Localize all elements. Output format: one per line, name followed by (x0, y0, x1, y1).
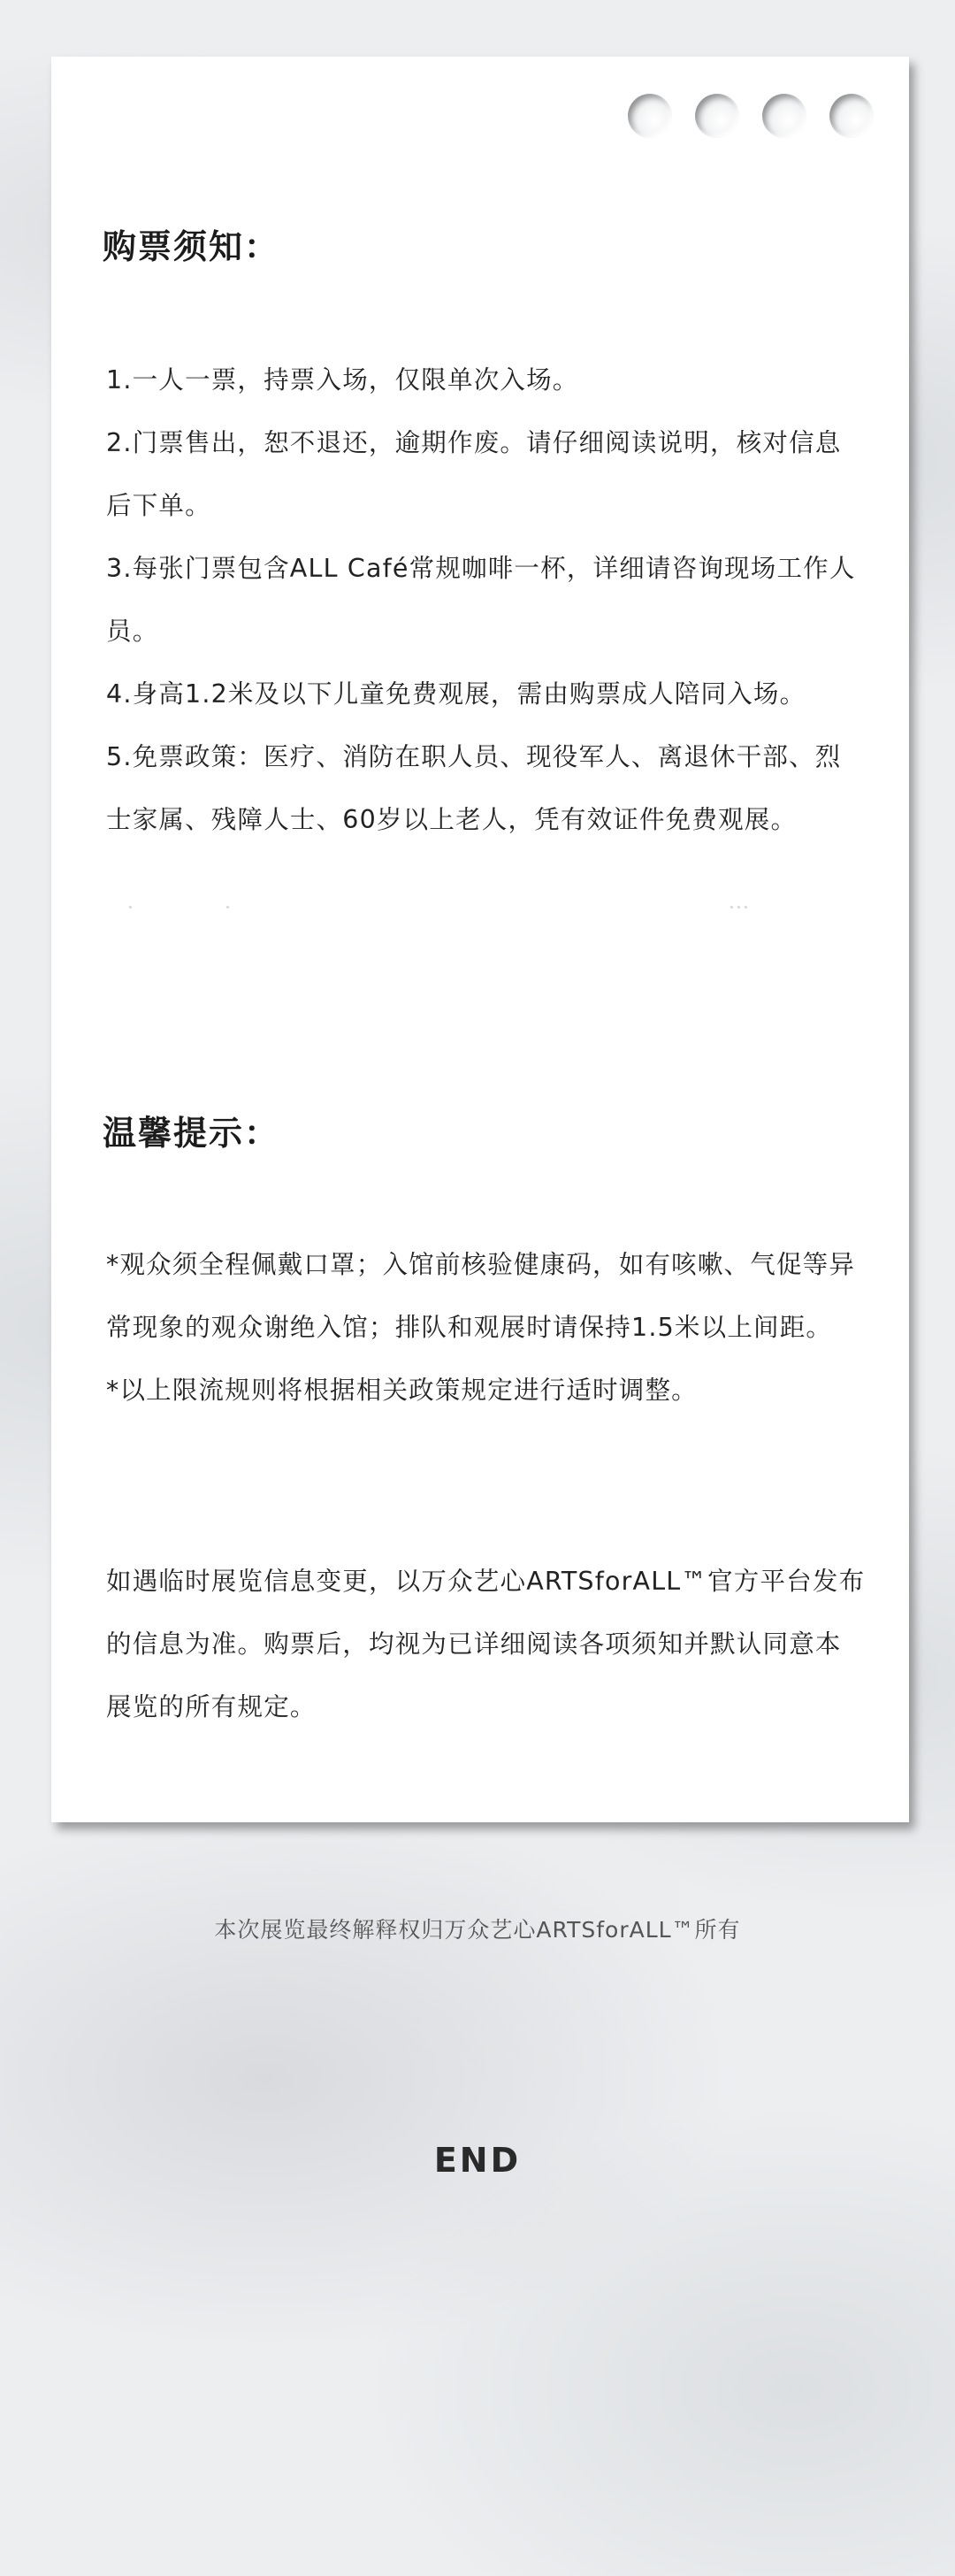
warm-tips-title: 温馨提示： (103, 1114, 280, 1153)
binder-holes (628, 94, 874, 138)
list-item: 4.身高1.2米及以下儿童免费观展，需由购票成人陪同入场。 (106, 679, 806, 709)
notice-paragraph: 如遇临时展览信息变更，以万众艺心ARTSforALL™官方平台发布的信息为准。购票后，均视为已详细阅读各项须知并默认同意本展览的所有规定。 (106, 1567, 866, 1721)
binder-hole (762, 94, 806, 138)
list-item: 3.每张门票包含ALL Café常规咖啡一杯，详细请咨询现场工作人员。 (106, 554, 856, 646)
rights-statement: 本次展览最终解释权归万众艺心ARTSforALL™所有 (214, 1917, 741, 1943)
list-item: 5.免票政策：医疗、消防在职人员、现役军人、离退休干部、烈士家属、残障人士、60岁以上老人，凭有效证件免费观展。 (106, 742, 842, 834)
notice-card (51, 57, 909, 1822)
dotted-divider (129, 906, 819, 909)
list-item: *观众须全程佩戴口罩；入馆前核验健康码，如有咳嗽、气促等异常现象的观众谢绝入馆；排队和观展时请保持1.5米以上间距。 (106, 1250, 856, 1342)
binder-hole (829, 94, 874, 138)
ticket-notice-title: 购票须知： (103, 227, 280, 266)
list-item: 2.门票售出，恕不退还，逾期作废。请仔细阅读说明，核对信息后下单。 (106, 428, 842, 520)
binder-hole (628, 94, 672, 138)
list-item: *以上限流规则将根据相关政策规定进行适时调整。 (106, 1376, 698, 1405)
warm-tips-list (106, 1233, 867, 1422)
ticket-notice-list (106, 349, 867, 851)
end-label: END (433, 2141, 522, 2180)
binder-hole (695, 94, 739, 138)
list-item: 1.一人一票，持票入场，仅限单次入场。 (106, 365, 579, 395)
warm-tips-note (106, 1550, 867, 1738)
